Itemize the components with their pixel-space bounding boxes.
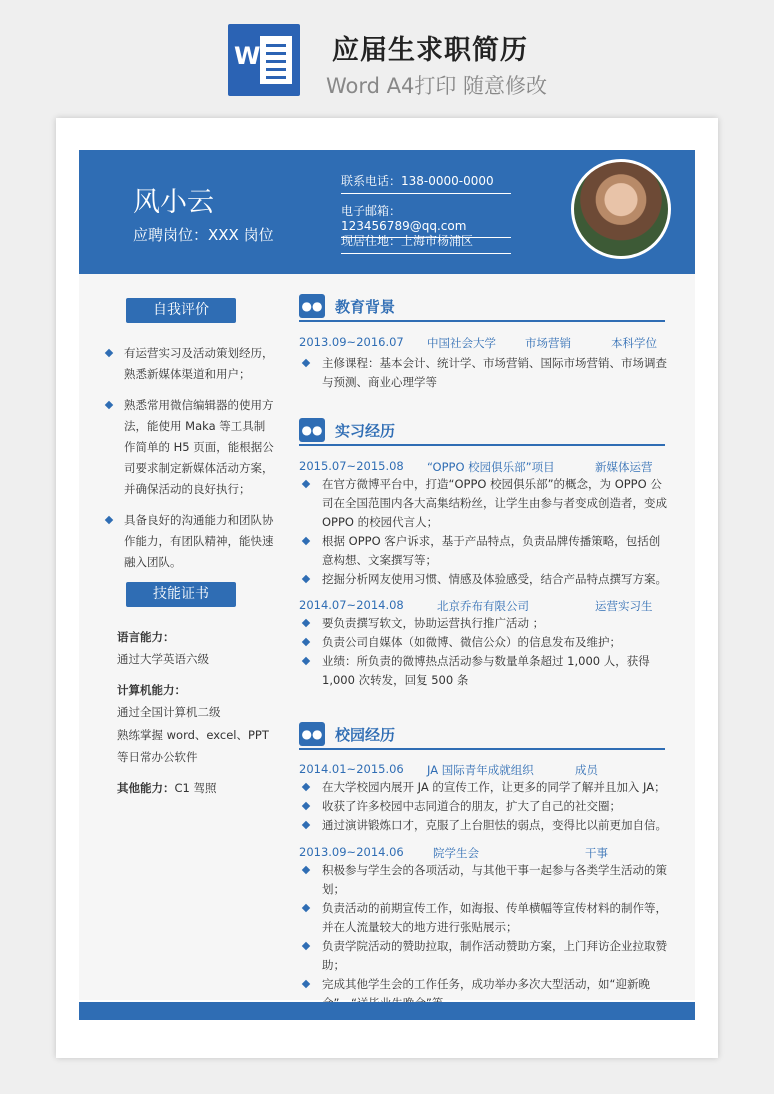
education-entry-head	[299, 335, 665, 351]
campus-list	[299, 861, 669, 1013]
skill-computer-3: 等日常办公软件	[117, 750, 198, 764]
target-position: 应聘岗位：XXX 岗位	[133, 226, 274, 244]
bullet-diamond-icon	[302, 657, 310, 665]
list-item: 通过演讲锻炼口才，克服了上台胆怯的弱点，变得比以前更加自信。	[299, 816, 669, 835]
bullet-diamond-icon	[302, 575, 310, 583]
education-period: 2013.09~2016.07	[299, 335, 404, 349]
bullet-diamond-icon	[302, 783, 310, 791]
list-item: 有运营实习及活动策划经历，熟悉新媒体渠道和用户；	[104, 343, 274, 385]
bullet-diamond-icon	[105, 401, 113, 409]
list-item: 根据 OPPO 客户诉求，基于产品特点，负责品牌传播策略，包括创意构想、文案撰写等；	[299, 532, 669, 570]
skill-language-value: 通过大学英语六级	[117, 652, 209, 666]
people-icon: ●●	[299, 418, 325, 442]
banner-title: 应届生求职简历	[332, 35, 528, 66]
list-item: 负责活动的前期宣传工作，如海报、传单横幅等宣传材料的制作等，并在人流量较大的地方进行张贴展示；	[299, 899, 669, 937]
bullet-diamond-icon	[302, 821, 310, 829]
list-item: 挖掘分析网友使用习惯、情感及体验感受，结合产品特点撰写方案。	[299, 570, 669, 589]
self-eval-list	[104, 343, 274, 583]
campus-header	[299, 722, 665, 750]
campus-entry-head	[299, 845, 665, 861]
education-degree: 本科学位	[611, 336, 657, 350]
bullet-diamond-icon	[302, 942, 310, 950]
resume-header	[79, 150, 695, 274]
entry-org: 院学生会	[433, 846, 479, 860]
entry-role: 新媒体运营	[595, 460, 653, 474]
campus-list	[299, 778, 669, 835]
list-item: 完成其他学生会的工作任务，成功举办多次大型活动，如“迎新晚	[299, 975, 669, 1013]
skill-computer-1: 通过全国计算机二级	[117, 705, 221, 719]
contact-address: 现居住地：上海市杨浦区	[341, 232, 511, 254]
internship-entry-head	[299, 598, 665, 614]
entry-period: 2014.01~2015.06	[299, 762, 404, 776]
bullet-diamond-icon	[302, 802, 310, 810]
bullet-diamond-icon	[302, 904, 310, 912]
education-major: 市场营销	[525, 336, 571, 350]
list-item: 业绩：所负责的微博热点活动参与数量单条超过 1,000 人，获得 1,000 次转发，回复 500 条	[299, 652, 669, 690]
list-item: 在官方微博平台中，打造“OPPO 校园俱乐部”的概念，为 OPPO 公司在全国范围内各大高集结粉丝，让学生由参与者变成创造者，变成 OPPO 的校园代言人；	[299, 475, 669, 532]
campus-entry-head	[299, 762, 665, 778]
internship-header	[299, 418, 665, 446]
bullet-diamond-icon	[302, 638, 310, 646]
entry-role: 运营实习生	[595, 599, 653, 613]
word-logo-icon	[228, 24, 300, 96]
candidate-name: 风小云	[133, 187, 214, 218]
education-title: 教育背景	[335, 298, 396, 316]
campus-title: 校园经历	[335, 726, 396, 744]
promo-banner	[0, 0, 774, 110]
bullet-diamond-icon	[302, 359, 310, 367]
entry-role: 干事	[585, 846, 608, 860]
self-eval-title: 自我评价	[126, 298, 236, 323]
entry-org: “OPPO 校园俱乐部”项目	[427, 460, 555, 474]
list-item: 具备良好的沟通能力和团队协作能力，有团队精神，能快速融入团队。	[104, 510, 274, 573]
resume-page	[56, 118, 718, 1058]
list-item: 熟悉常用微信编辑器的使用方法，能使用 Maka 等工具制作简单的 H5 页面，能根据公司要求制定新媒体活动方案，并确保活动的良好执行；	[104, 395, 274, 500]
skill-language-label: 语言能力：	[117, 630, 175, 644]
contact-phone: 联系电话：138-0000-0000	[341, 172, 511, 194]
people-icon: ●●	[299, 722, 325, 746]
education-school: 中国社会大学	[427, 336, 496, 350]
bullet-diamond-icon	[302, 619, 310, 627]
bullet-diamond-icon	[302, 537, 310, 545]
entry-period: 2014.07~2014.08	[299, 598, 404, 612]
profile-photo	[571, 159, 671, 259]
internship-title: 实习经历	[335, 422, 396, 440]
list-item: 收获了许多校园中志同道合的朋友，扩大了自己的社交圈；	[299, 797, 669, 816]
list-item: 主修课程：基本会计、统计学、市场营销、国际市场营销、市场调查与预测、商业心理学等	[299, 354, 669, 392]
list-item: 负责公司自媒体（如微博、微信公众）的信息发布及维护；	[299, 633, 669, 652]
banner-subtitle: Word A4打印 随意修改	[326, 74, 548, 98]
education-header	[299, 294, 665, 322]
internship-entry-head	[299, 459, 665, 475]
bullet-diamond-icon	[105, 516, 113, 524]
bullet-diamond-icon	[105, 349, 113, 357]
education-list	[299, 354, 669, 392]
skill-computer-2: 熟练掌握 word、excel、PPT	[117, 728, 269, 742]
bullet-diamond-icon	[302, 980, 310, 988]
list-item: 积极参与学生会的各项活动，与其他干事一起参与各类学生活动的策划；	[299, 861, 669, 899]
bullet-diamond-icon	[302, 866, 310, 874]
internship-list	[299, 614, 669, 690]
entry-org: JA 国际青年成就组织	[427, 763, 534, 777]
entry-period: 2013.09~2014.06	[299, 845, 404, 859]
bullet-diamond-icon	[302, 480, 310, 488]
skills-title: 技能证书	[126, 582, 236, 607]
contact-email: 电子邮箱：123456789@qq.com	[341, 202, 511, 238]
list-item: 要负责撰写软文，协助运营执行推广活动 ；	[299, 614, 669, 633]
entry-period: 2015.07~2015.08	[299, 459, 404, 473]
resume-footer-bar	[79, 1002, 695, 1020]
list-item: 在大学校园内展开 JA 的宣传工作，让更多的同学了解并且加入 JA；	[299, 778, 669, 797]
entry-org: 北京乔布有限公司	[437, 599, 529, 613]
word-logo-letter: W	[234, 42, 261, 70]
entry-role: 成员	[575, 763, 598, 777]
skill-other: 其他能力：C1 驾照	[117, 781, 217, 795]
list-item: 负责学院活动的赞助拉取，制作活动赞助方案，上门拜访企业拉取赞助；	[299, 937, 669, 975]
skill-computer-label: 计算机能力：	[117, 683, 186, 697]
internship-list	[299, 475, 669, 589]
people-icon: ●●	[299, 294, 325, 318]
